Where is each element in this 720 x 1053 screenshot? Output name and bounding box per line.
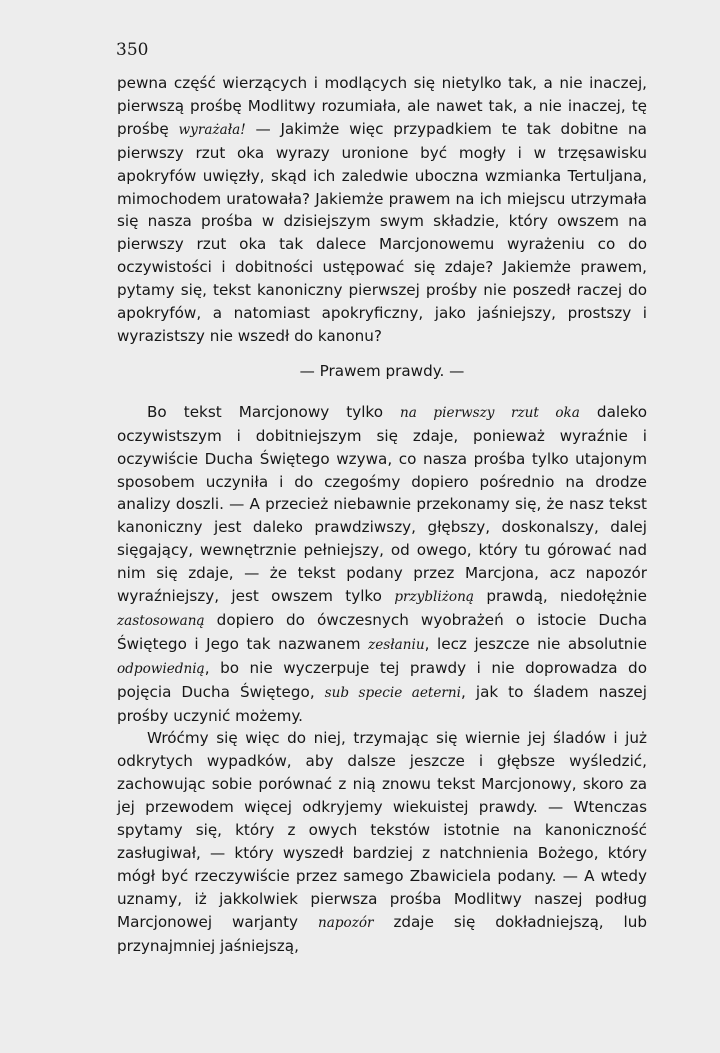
- text-run: daleko oczywistszym i dobitniejszym się zdaje, ponieważ wyraźnie i oczywiście Ducha Świętego wzywa, co nasza prośba tylko utajonym sposobem uczyniła i do czegośmy dopiero pośrednio na drodze analizy doszli. — A przecież niebawnie przekonamy się, że nasz tekst kanoniczny jest daleko prawdziwszy, głębszy, doskonalszy, dalej sięgający, wewnętrznie pełniejszy, od owego, który tu górować nad nim się zdaje, — że tekst podany przez Marcjona, acz napozór wyraźniejszy, jest owszem tylko: [117, 402, 647, 606]
- paragraph-2: [117, 401, 647, 728]
- text-run: prawdą, niedołężnie: [473, 587, 647, 606]
- text-run: , jak to śladem naszej prośby uczynić możemy.: [117, 682, 647, 725]
- text-run: — Jakimże więc przypadkiem te tak dobitne na pierwszy rzut oka wyrazy uronione być mogły i w trzęsawisku apokryfów uwięzły, skąd ich zaledwie uboczna wzmianka Tertuljana, mimochodem uratowała? Jakiemże prawem na ich miejscu utrzymała się nasza prośba w dzisiejszym swym składzie, który owszem na pierwszy rzut oka tak dalece Marcjonowemu wyrażeniu co do oczywistości i dobitności ustępować się zdaje? Jakiemże prawem, pytamy się, tekst kanoniczny pierwszej prośby nie poszedł raczej do apokryfów, a natomiast apokryficzny, jako jaśniejszy, prostszy i wyrazistszy nie wszedł do kanonu?: [117, 119, 647, 345]
- text-run: Bo tekst Marcjonowy tylko: [147, 402, 401, 421]
- italic-text: napozór: [317, 914, 374, 931]
- italic-text: sub specie aeterni: [324, 684, 462, 701]
- text-run: , bo nie wyczerpuje tej prawdy i nie doprowadza do pojęcia Ducha Świętego,: [117, 658, 647, 701]
- text-run: zdaje się dokładniejszą, lub przynajmniej jaśniejszą,: [117, 912, 647, 955]
- text-run: Wróćmy się więc do niej, trzymając się wiernie jej śladów i już odkrytych wypadków, aby dalsze jeszcze i głębsze wyśledzić, zachowując sobie porównać z nią znowu tekst Marcjonowy, skoro za jej przewodem więcej odkryjemy wiekuistej prawdy. — Wtenczas spytamy się, który z owych tekstów istotnie na kanoniczność zasługiwał, — który wyszedł bardziej z natchnienia Bożego, który mógł być rzeczywiście przez samego Zbawiciela podany. — A wtedy uznamy, iż jakkolwiek pierwsza prośba Modlitwy naszej podług Marcjonowej warjanty: [117, 729, 647, 931]
- paragraph-3: [117, 727, 647, 957]
- text-run: dopiero do ówczesnych wyobrażeń o istocie Ducha Świętego i Jego tak nazwanem: [117, 610, 647, 653]
- section-heading: — Prawem prawdy. —: [299, 361, 465, 380]
- italic-text: zastosowaną: [117, 612, 205, 629]
- paragraph-1: [117, 72, 647, 348]
- italic-text: na pierwszy rzut oka: [400, 404, 580, 421]
- text-run: , lecz jeszcze nie absolutnie: [424, 634, 647, 653]
- italic-text: zesłaniu: [368, 636, 425, 653]
- text-run: pewna część wierzących i modlących się nietylko tak, a nie inaczej, pierwszą prośbę Modlitwy rozumiała, ale nawet tak, a nie inaczej, tę prośbę: [117, 74, 647, 138]
- page-text: [117, 72, 647, 958]
- italic-text: przybliżoną: [394, 589, 474, 606]
- italic-text: wyrażała!: [178, 121, 246, 138]
- page-number: 350: [116, 40, 149, 60]
- italic-text: odpowiednią: [117, 660, 205, 677]
